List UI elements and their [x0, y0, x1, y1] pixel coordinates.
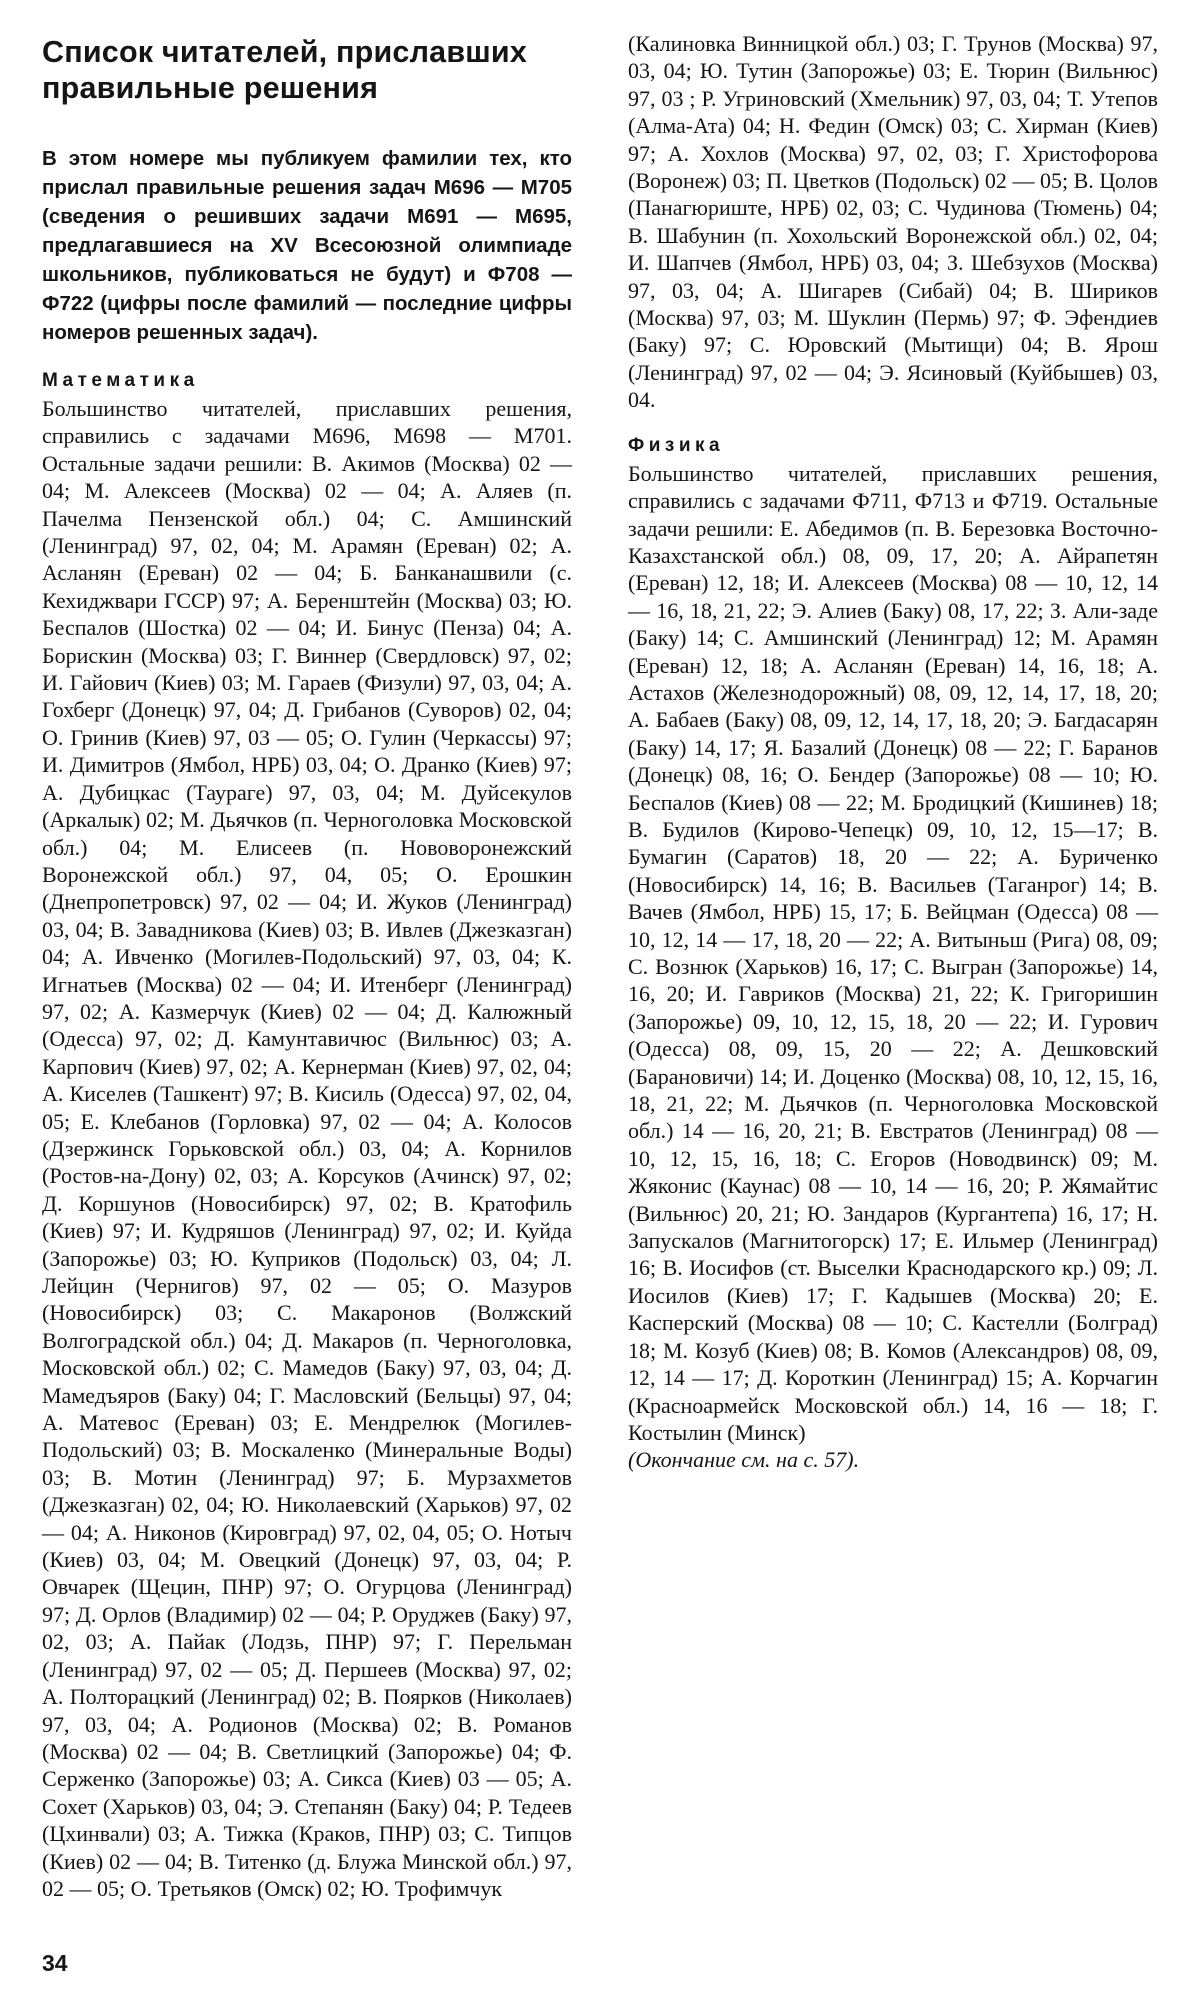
math-section-heading: Математика — [42, 370, 199, 391]
math-solvers-list-continued: (Калиновка Винницкой обл.) 03; Г. Трунов (Москва) 97, 03, 04; Ю. Тутин (Запорожье) 03; Е. Тюрин (Вильнюс) 97, 03 ; Р. Угриновский (Хмельник) 97, 03, 04; Т. Утепов (Алма-Ата) 04; Н. Федин (Омск) 03; С. Хирман (Киев) 97; А. Хохлов (Москва) 97, 02, 03; Г. Христофорова (Воронеж) 03; П. Цветков (Подольск) 02 — 05; В. Цолов (Панагюриште, НРБ) 02, 03; С. Чудинова (Тюмень) 04; В. Шабунин (п. Хохольский Воронежской обл.) 02, 04; И. Шапчев (Ямбол, НРБ) 03, 04; З. Шебзухов (Москва) 97, 03, 04; А. Шигарев (Сибай) 04; В. Шириков (Москва) 97, 03; М. Шуклин (Пермь) 97; Ф. Эфендиев (Баку) 97; С. Юровский (Мытищи) 04; В. Ярош (Ленинград) 97, 02 — 04; Э. Ясиновый (Куйбышев) 03, 04. — [628, 31, 1158, 413]
page-number: 34 — [42, 1950, 68, 1976]
right-column — [628, 30, 1158, 1474]
intro-paragraph: В этом номере мы публикуем фамилии тех, кто прислал правильные решения задач М696 — М705 (сведения о решивших задачи М691 — М695, предлагавшиеся на XV Всесоюзной олимпиаде школьников, публиковаться не будут) и Ф708 — Ф722 (цифры после фамилий — последние цифры номеров решенных задач). — [42, 147, 572, 344]
math-solvers-list: Большинство читателей, приславших решения, справились с задачами М696, М698 — М701. Остальные задачи решили: В. Акимов (Москва) 02 — 04; М. Алексеев (Москва) 02 — 04; А. Аляев (п. Пачелма Пензенской обл.) 04; С. Амшинский (Ленинград) 97, 02, 04; М. Арамян (Ереван) 02; А. Асланян (Ереван) 02 — 04; Б. Банканашвили (с. Кехиджвари ГССР) 97; А. Беренштейн (Москва) 03; Ю. Беспалов (Шостка) 02 — 04; И. Бинус (Пенза) 04; А. Борискин (Москва) 03; Г. Виннер (Свердловск) 97, 02; И. Гайович (Киев) 03; М. Гараев (Физули) 97, 03, 04; А. Гохберг (Донецк) 97, 04; Д. Грибанов (Суворов) 02, 04; О. Гринив (Киев) 97, 03 — 05; О. Гулин (Черкассы) 97; И. Димитров (Ямбол, НРБ) 03, 04; О. Дранко (Киев) 97; А. Дубицкас (Таураге) 97, 03, 04; М. Дуйсекулов (Аркалык) 02; М. Дьячков (п. Черноголовка Московской обл.) 04; М. Елисеев (п. Нововоронежский Воронежской обл.) 97, 04, 05; О. Ерошкин (Днепропетровск) 97, 02 — 04; И. Жуков (Ленинград) 03, 04; В. Завадникова (Киев) 03; В. Ивлев (Джезказган) 04; А. Ивченко (Могилев-Подольский) 97, 03, 04; К. Игнатьев (Москва) 02 — 04; И. Итенберг (Ленинград) 97, 02; А. Казмерчук (Киев) 02 — 04; Д. Калюжный (Одесса) 97, 02; Д. Камунтавичюс (Вильнюс) 03; А. Карпович (Киев) 97, 02; А. Кернерман (Киев) 97, 02, 04; А. Киселев (Ташкент) 97; В. Кисиль (Одесса) 97, 02, 04, 05; Е. Клебанов (Горловка) 97, 02 — 04; А. Колосов (Дзержинск Горьковской обл.) 03, 04; А. Корнилов (Ростов-на-Дону) 02, 03; А. Корсуков (Ачинск) 97, 02; Д. Коршунов (Новосибирск) 97, 02; В. Кратофиль (Киев) 97; И. Кудряшов (Ленинград) 97, 02; И. Куйда (Запорожье) 03; Ю. Куприков (Подольск) 03, 04; Л. Лейцин (Чернигов) 97, 02 — 05; О. Мазуров (Новосибирск) 03; С. Макаронов (Волжский Волгоградской обл.) 04; Д. Макаров (п. Черноголовка, Московской обл.) 02; С. Мамедов (Баку) 97, 03, 04; Д. Мамедъяров (Баку) 04; Г. Масловский (Бельцы) 97, 04; А. Матевос (Ереван) 03; Е. Мендрелюк (Могилев-Подольский) 03; В. Москаленко (Минеральные Воды) 03; В. Мотин (Ленинград) 97; Б. Мурзахметов (Джезказган) 02, 04; Ю. Николаевский (Харьков) 97, 02 — 04; А. Никонов (Кировград) 97, 02, 04, 05; О. Нотыч (Киев) 03, 04; М. Овецкий (Донецк) 97, 03, 04; Р. Овчарек (Щецин, ПНР) 97; О. Огурцова (Ленинград) 97; Д. Орлов (Владимир) 02 — 04; Р. Оруджев (Баку) 97, 02, 03; А. Пайак (Лодзь, ПНР) 97; Г. Перельман (Ленинград) 97, 02 — 05; Д. Першеев (Москва) 97, 02; А. Полторацкий (Ленинград) 02; В. Поярков (Николаев) 97, 03, 04; А. Родионов (Москва) 02; В. Романов (Москва) 02 — 04; В. Светлицкий (Запорожье) 04; Ф. Серженко (Запорожье) 03; А. Сикса (Киев) 03 — 05; А. Сохет (Харьков) 03, 04; Э. Степанян (Баку) 04; Р. Тедеев (Цхинвали) 03; А. Тижка (Краков, ПНР) 03; С. Типцов (Киев) 02 — 04; В. Титенко (д. Блужа Минской обл.) 97, 02 — 05; О. Третьяков (Омск) 02; Ю. Трофимчук — [42, 396, 572, 1901]
physics-solvers-list: Большинство читателей, приславших решения, справились с задачами Ф711, Ф713 и Ф719. Остальные задачи решили: Е. Абедимов (п. В. Березовка Восточно-Казахстанской обл.) 08, 09, 17, 20; А. Айрапетян (Ереван) 12, 18; И. Алексеев (Москва) 08 — 10, 12, 14 — 16, 18, 21, 22; Э. Алиев (Баку) 08, 17, 22; З. Али-заде (Баку) 14; С. Амшинский (Ленинград) 12; М. Арамян (Ереван) 12, 18; А. Асланян (Ереван) 14, 16, 18; А. Астахов (Железнодорожный) 08, 09, 12, 14, 17, 18, 20; А. Бабаев (Баку) 08, 09, 12, 14, 17, 18, 20; Э. Багдасарян (Баку) 14, 17; Я. Базалий (Донецк) 08 — 22; Г. Баранов (Донецк) 08, 16; О. Бендер (Запорожье) 08 — 10; Ю. Беспалов (Киев) 08 — 22; М. Бродицкий (Кишинев) 18; В. Будилов (Кирово-Чепецк) 09, 10, 12, 15—17; В. Бумагин (Саратов) 18, 20 — 22; А. Буриченко (Новосибирск) 14, 16; В. Васильев (Таганрог) 14; В. Вачев (Ямбол, НРБ) 15, 17; Б. Вейцман (Одесса) 08 — 10, 12, 14 — 17, 18, 20 — 22; А. Витыньш (Рига) 08, 09; С. Вознюк (Харьков) 16, 17; С. Выгран (Запорожье) 14, 16, 20; И. Гавриков (Москва) 21, 22; К. Григоришин (Запорожье) 09, 10, 12, 15, 18, 20 — 22; И. Гурович (Одесса) 08, 09, 15, 20 — 22; А. Дешковский (Барановичи) 14; И. Доценко (Москва) 08, 10, 12, 15, 16, 18, 21, 22; М. Дьячков (п. Черноголовка Московской обл.) 14 — 16, 20, 21; В. Евстратов (Ленинград) 08 — 10, 12, 15, 16, 18; С. Егоров (Новодвинск) 09; М. Жяконис (Каунас) 08 — 10, 14 — 16, 20; Р. Жямайтис (Вильнюс) 20, 21; Ю. Зандаров (Кургантепа) 16, 17; Н. Запускалов (Магнитогорск) 17; Е. Ильмер (Ленинград) 16; В. Иосифов (ст. Выселки Краснодарского кр.) 09; Л. Иосилов (Киев) 17; Г. Кадышев (Москва) 20; Е. Касперский (Москва) 08 — 10; С. Кастелли (Болград) 18; М. Козуб (Киев) 08; В. Комов (Александров) 08, 09, 12, 14 — 17; Д. Короткин (Ленинград) 15; А. Корчагин (Красноармейск Московской обл.) 14, 16 — 18; Г. Костылин (Минск) — [628, 460, 1158, 1445]
continuation-note: (Окончание см. на с. 57). — [628, 1447, 860, 1473]
page-title: Список читателей, приславших правильные решения — [42, 35, 528, 105]
left-column — [42, 28, 572, 1902]
physics-section-heading: Физика — [628, 434, 725, 456]
